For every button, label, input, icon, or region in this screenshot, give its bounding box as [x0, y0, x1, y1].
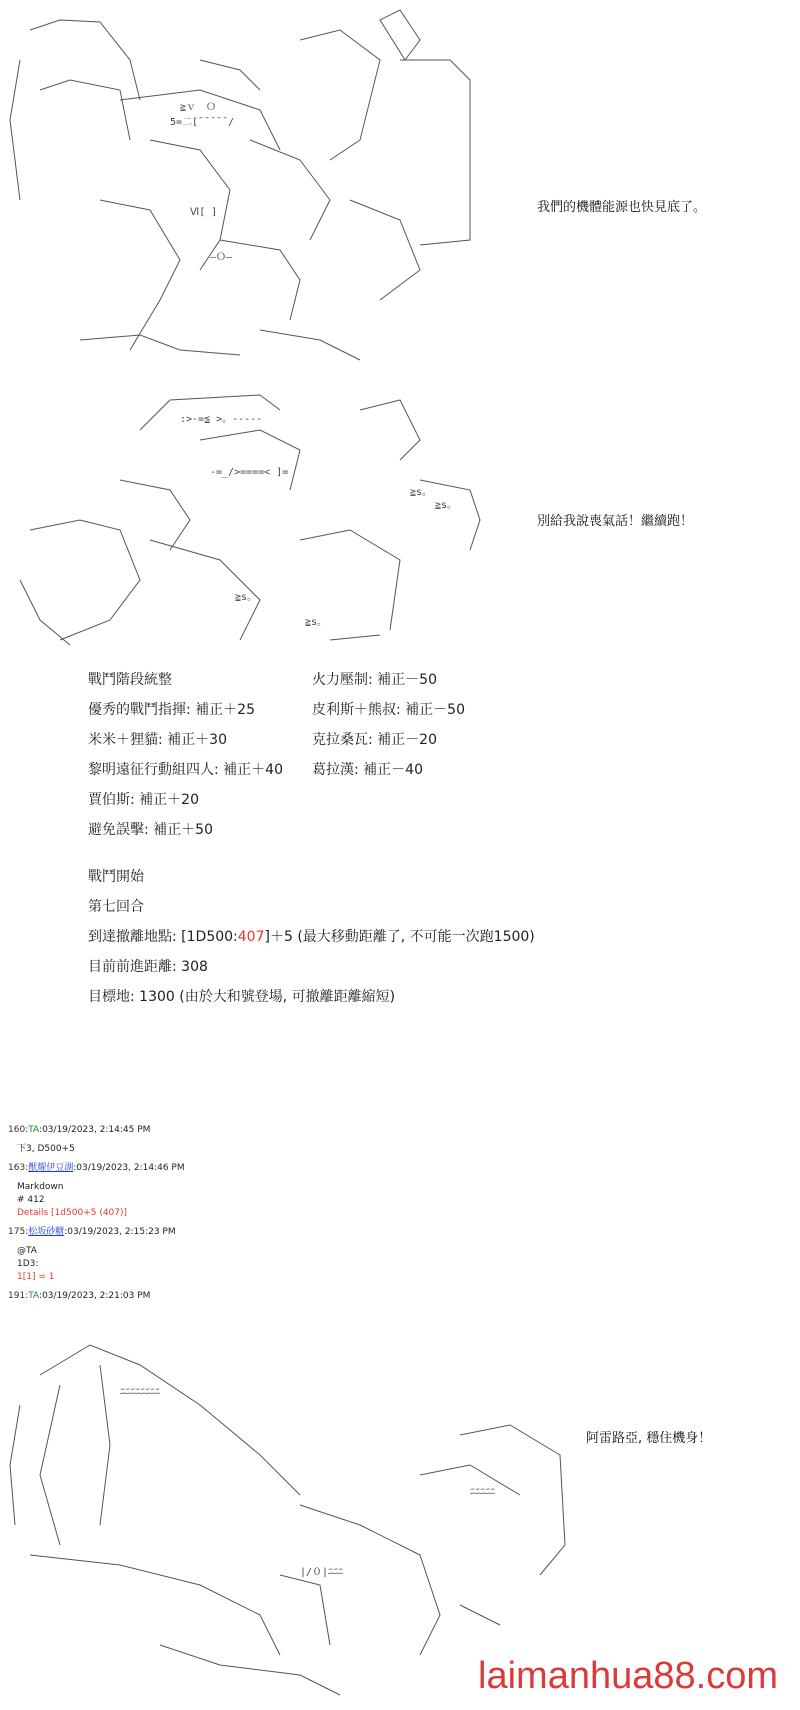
svg-text:ﾆﾆﾆﾆﾆﾆﾆﾆ: ﾆﾆﾆﾆﾆﾆﾆﾆ	[120, 1387, 160, 1398]
battle-right-1: 皮利斯＋熊叔: 補正－50	[312, 702, 465, 718]
svg-text:5=二[¯¯¯¯¯/: 5=二[¯¯¯¯¯/	[170, 117, 235, 128]
evacuation-suffix: ]＋5 (最大移動距離了, 不可能一次跑1500)	[264, 929, 535, 945]
svg-text:≧ｖ Ｏ: ≧ｖ Ｏ	[180, 102, 217, 113]
evacuation-prefix: 到達撤離地點: [1D500:	[88, 929, 238, 945]
post-body	[8, 1143, 608, 1156]
post-175	[8, 1226, 608, 1284]
post-line: # 412	[17, 1195, 45, 1205]
battle-right-0: 火力壓制: 補正－50	[312, 672, 437, 688]
battle-summary-right	[312, 665, 465, 785]
post-header: 191:TA:03/19/2023, 2:21:03 PM	[8, 1291, 151, 1301]
post-number: 191	[8, 1291, 26, 1301]
dialog-line-1: 我們的機體能源也快見底了。	[537, 200, 707, 215]
post-author[interactable]: TA	[28, 1125, 40, 1135]
post-line: Markdown	[17, 1182, 64, 1192]
svg-text:≧s。: ≧s。	[235, 592, 258, 603]
battle-left-4: 賈伯斯: 補正＋20	[88, 792, 199, 808]
svg-text:≧s。: ≧s。	[435, 500, 458, 511]
target-distance: 目標地: 1300 (由於大和號登場, 可撤離距離縮短)	[88, 989, 396, 1005]
battle-summary-left	[88, 665, 283, 845]
post-number: 175	[8, 1227, 26, 1237]
post-header: 163:獸耀伊豆湖:03/19/2023, 2:14:46 PM	[8, 1163, 185, 1173]
battle-start: 戰鬥開始	[88, 869, 144, 885]
post-191	[8, 1290, 608, 1303]
current-distance: 目前前進距離: 308	[88, 959, 208, 975]
battle-left-0: 戰鬥階段統整	[88, 672, 172, 688]
svg-text:Ⅵ[ ]: Ⅵ[ ]	[190, 207, 218, 218]
post-time: :03/19/2023, 2:14:46 PM	[73, 1163, 185, 1173]
dialog-line-3: 阿雷路亞, 穩住機身！	[586, 1431, 712, 1446]
svg-text:-=_/>====< ]=: -=_/>====< ]=	[210, 467, 289, 478]
evacuation-roll	[88, 922, 535, 952]
battle-left-3: 黎明遠征行動組四人: 補正＋40	[88, 762, 283, 778]
evacuation-roll-value: 407	[237, 929, 265, 945]
battle-round: 第七回合	[88, 899, 144, 915]
battle-left-1: 優秀的戰鬥指揮: 補正＋25	[88, 702, 255, 718]
battle-right-3: 葛拉漢: 補正－40	[312, 762, 423, 778]
post-header: 175:松坂砂糖:03/19/2023, 2:15:23 PM	[8, 1227, 176, 1237]
battle-progress	[88, 862, 535, 1012]
ascii-art-panel-2	[0, 380, 520, 655]
dice-result: 1[1] = 1	[17, 1272, 55, 1282]
ascii-art-panel-1	[0, 0, 520, 370]
post-header: 160:TA:03/19/2023, 2:14:45 PM	[8, 1125, 151, 1135]
battle-right-2: 克拉桑瓦: 補正－20	[312, 732, 437, 748]
battle-left-5: 避免誤擊: 補正＋50	[88, 822, 213, 838]
svg-text:—Ｏ—: —Ｏ—	[210, 252, 233, 263]
post-line: 下3, D500+5	[17, 1144, 75, 1154]
post-time: :03/19/2023, 2:21:03 PM	[39, 1291, 151, 1301]
svg-text:ﾆﾆﾆﾆﾆ: ﾆﾆﾆﾆﾆ	[470, 1487, 495, 1498]
svg-text:≧s。: ≧s。	[305, 617, 328, 628]
dialog-line-2: 別給我說喪氣話！繼續跑！	[537, 514, 694, 529]
post-author[interactable]: TA	[28, 1291, 40, 1301]
post-line: 1D3:	[17, 1259, 39, 1269]
post-160	[8, 1124, 608, 1156]
post-list	[8, 1120, 608, 1303]
dice-details-link[interactable]: Details [1d500+5 (407)]	[17, 1208, 128, 1218]
post-author[interactable]: 松坂砂糖	[28, 1227, 65, 1237]
ascii-art-panel-3	[0, 1325, 580, 1710]
post-number: 160	[8, 1125, 26, 1135]
svg-text:≧s。: ≧s。	[410, 487, 433, 498]
svg-text::>-=≦ >。-----: :>-=≦ >。-----	[180, 414, 263, 425]
battle-left-2: 米米＋狸貓: 補正＋30	[88, 732, 227, 748]
watermark: laimanhua88.com	[478, 1655, 778, 1697]
post-time: :03/19/2023, 2:14:45 PM	[39, 1125, 151, 1135]
post-body	[8, 1245, 608, 1284]
post-author[interactable]: 獸耀伊豆湖	[28, 1163, 74, 1173]
post-body	[8, 1181, 608, 1220]
post-line: @TA	[17, 1246, 37, 1256]
post-time: :03/19/2023, 2:15:23 PM	[64, 1227, 176, 1237]
post-163	[8, 1162, 608, 1220]
post-number: 163	[8, 1163, 26, 1173]
svg-text:|/０|ﾆﾆﾆ: |/０|ﾆﾆﾆ	[300, 1567, 344, 1578]
